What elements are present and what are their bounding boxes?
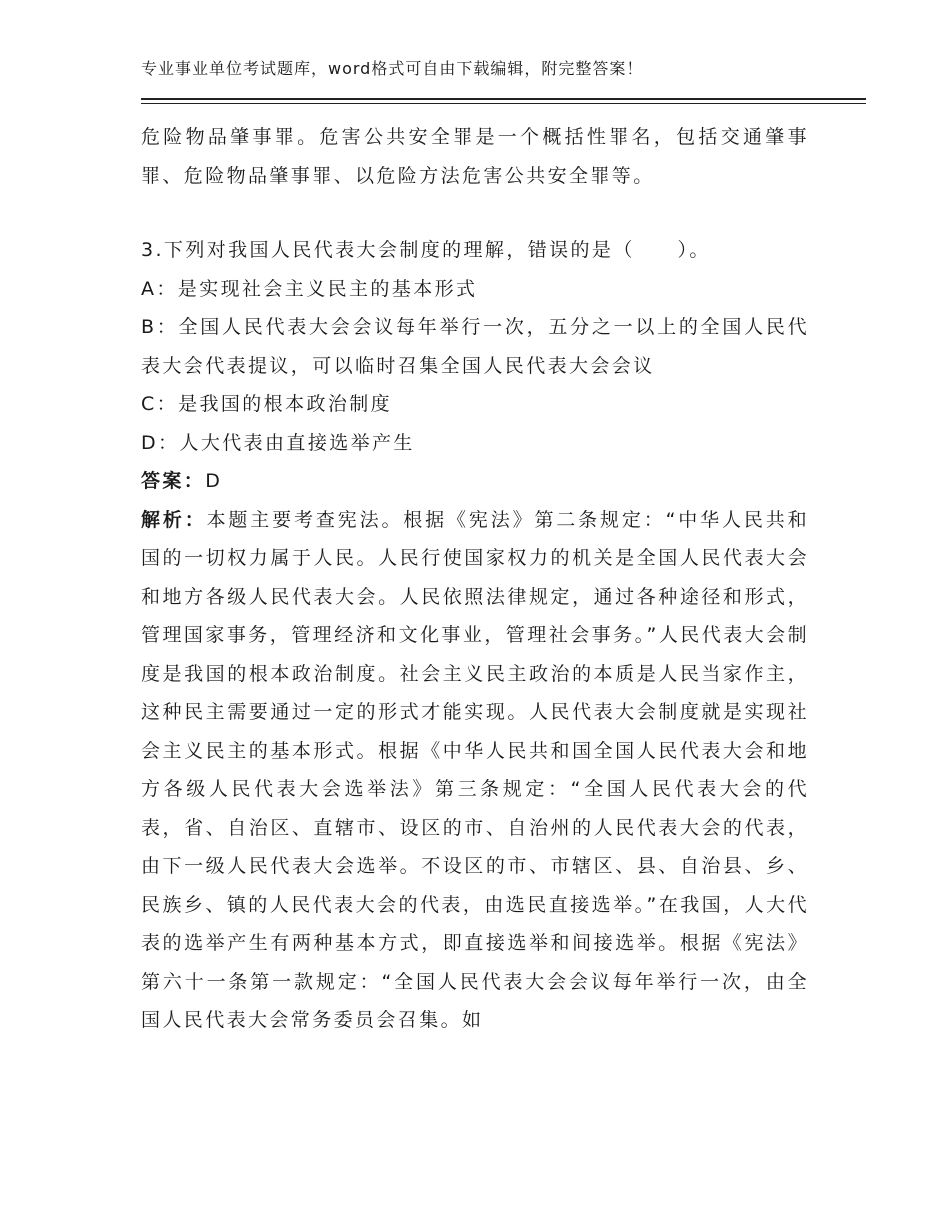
- analysis-paragraph: [141, 501, 809, 1040]
- option-b: B：全国人民代表大会会议每年举行一次，五分之一以上的全国人民代表大会代表提议，可以临时召集全国人民代表大会会议: [141, 316, 809, 377]
- paragraph-gap: [141, 195, 809, 231]
- analysis-label: 解析：: [141, 508, 207, 531]
- option-a: A：是实现社会主义民主的基本形式: [141, 277, 478, 300]
- option-d: D：人大代表由直接选举产生: [141, 431, 415, 454]
- previous-answer-tail: 危险物品肇事罪。危害公共安全罪是一个概括性罪名，包括交通肇事罪、危险物品肇事罪、以危险方法危害公共安全罪等。: [141, 126, 809, 187]
- answer-value: D: [205, 470, 223, 492]
- document-body: [141, 118, 809, 1040]
- option-c: C：是我国的根本政治制度: [141, 393, 393, 415]
- page-header: 专业事业单位考试题库，word格式可自由下载编辑，附完整答案！: [141, 59, 644, 78]
- analysis-text: 本题主要考查宪法。根据《宪法》第二条规定：“中华人民共和国的一切权力属于人民。人民行使国家权力的机关是全国人民代表大会和地方各级人民代表大会。人民依照法律规定，通过各种途径和形式，管理国家事务，管理经济和文化事业，管理社会事务。”人民代表大会制度是我国的根本政治制度。社会主义民主政治的本质是人民当家作主，这种民主需要通过一定的形式才能实现。人民代表大会制度就是实现社会主义民主的基本形式。根据《中华人民共和国全国人民代表大会和地方各级人民代表大会选举法》第三条规定：“全国人民代表大会的代表，省、自治区、直辖市、设区的市、自治州的人民代表大会的代表，由下一级人民代表大会选举。不设区的市、市辖区、县、自治县、乡、民族乡、镇的人民代表大会的代表，由选民直接选举。”在我国，人大代表的选举产生有两种基本方式，即直接选举和间接选举。根据《宪法》第六十一条第一款规定：“全国人民代表大会会议每年举行一次，由全国人民代表大会常务委员会召集。如: [141, 508, 809, 1031]
- header-rule-thick: [141, 98, 866, 100]
- question-stem: 3.下列对我国人民代表大会制度的理解，错误的是（ ）。: [141, 239, 711, 261]
- answer-line: [141, 462, 809, 501]
- header-rule-thin: [141, 103, 866, 104]
- answer-label: 答案：: [141, 470, 206, 492]
